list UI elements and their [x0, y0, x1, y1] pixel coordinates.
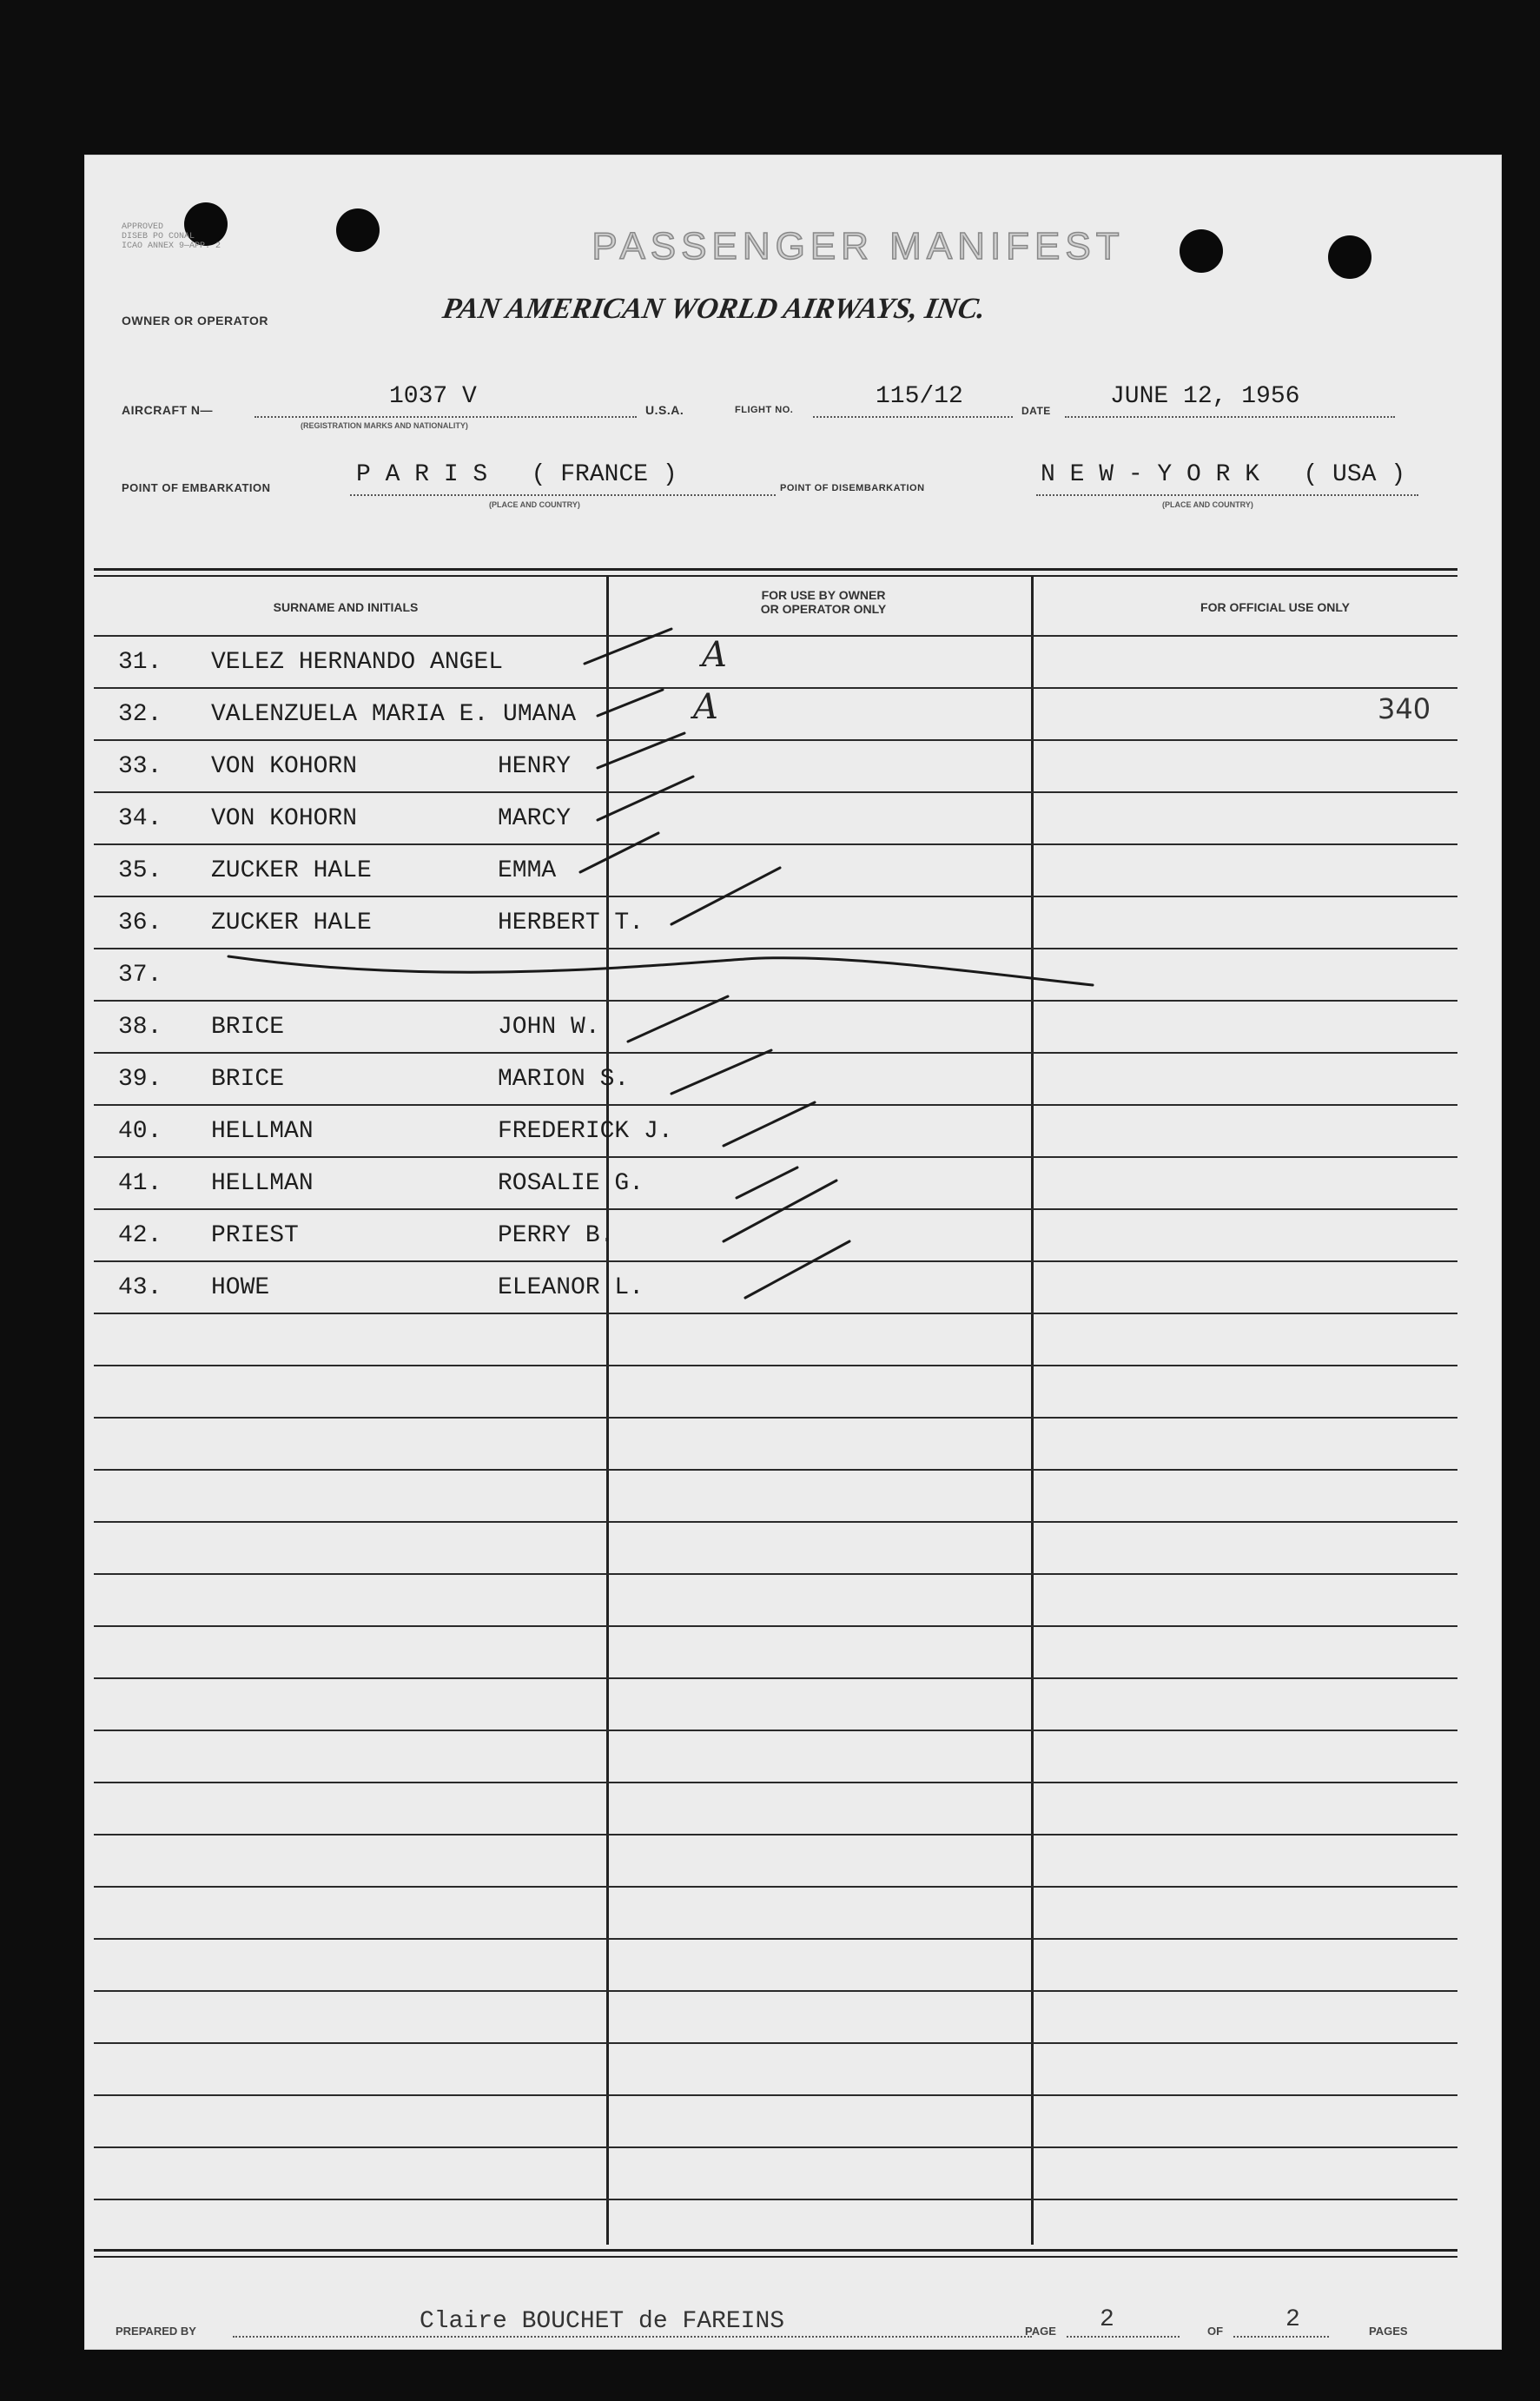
passenger-surname: BRICE — [211, 1014, 285, 1041]
passenger-given-name: MARION S. — [498, 1066, 630, 1093]
embark-value: P A R I S ( FRANCE ) — [356, 461, 677, 488]
row-number: 36. — [118, 909, 162, 936]
check-mark — [671, 1050, 771, 1094]
check-mark — [724, 1102, 815, 1146]
page-value: 2 — [1100, 2306, 1114, 2333]
passenger-surname: BRICE — [211, 1066, 285, 1093]
passenger-surname: VON KOHORN — [211, 753, 358, 780]
aircraft-sublabel: (REGISTRATION MARKS AND NATIONALITY) — [301, 421, 468, 430]
column-header-official: FOR OFFICIAL USE ONLY — [1200, 600, 1350, 614]
aircraft-value: 1037 V — [389, 383, 477, 410]
check-mark — [724, 1181, 836, 1241]
row-number: 42. — [118, 1222, 162, 1249]
flight-label: FLIGHT NO. — [735, 405, 794, 415]
date-value: JUNE 12, 1956 — [1110, 383, 1300, 410]
approval-line: DISEB PO CONAL — [122, 232, 195, 241]
passenger-given-name: FREDERICK J. — [498, 1118, 673, 1145]
check-mark — [628, 996, 728, 1042]
prepared-value: Claire BOUCHET de FAREINS — [420, 2308, 785, 2335]
passenger-surname: VELEZ HERNANDO ANGEL — [211, 649, 504, 676]
row-number: 31. — [118, 649, 162, 676]
disembark-label: POINT OF DISEMBARKATION — [780, 483, 925, 493]
approval-line: APPROVED — [122, 222, 164, 232]
owner-label: OWNER OR OPERATOR — [122, 314, 268, 327]
column-header-owner-line: OR OPERATOR ONLY — [760, 602, 887, 616]
disembark-sublabel: (PLACE AND COUNTRY) — [1162, 500, 1253, 509]
usa-label: U.S.A. — [645, 403, 684, 417]
passenger-surname: HELLMAN — [211, 1170, 314, 1197]
row-number: 43. — [118, 1274, 162, 1301]
operator-code: A — [693, 687, 718, 727]
check-mark — [598, 733, 684, 768]
disembark-value: N E W - Y O R K ( USA ) — [1041, 461, 1406, 488]
passenger-surname: HOWE — [211, 1274, 270, 1301]
passenger-given-name: JOHN W. — [498, 1014, 600, 1041]
date-label: DATE — [1021, 405, 1051, 417]
passenger-given-name: EMMA — [498, 857, 557, 884]
row-number: 41. — [118, 1170, 162, 1197]
aircraft-label: AIRCRAFT N— — [122, 403, 214, 417]
embark-label: POINT OF EMBARKATION — [122, 481, 271, 494]
handwritten-check-marks — [85, 155, 1501, 2349]
passenger-surname: PRIEST — [211, 1222, 299, 1249]
prepared-label: PREPARED BY — [116, 2325, 196, 2338]
strike-through-line — [228, 956, 1093, 985]
passenger-surname: HELLMAN — [211, 1118, 314, 1145]
row-number: 33. — [118, 753, 162, 780]
passenger-surname: VON KOHORN — [211, 805, 358, 832]
row-number: 35. — [118, 857, 162, 884]
row-number: 38. — [118, 1014, 162, 1041]
document-title: PASSENGER MANIFEST — [592, 225, 1125, 268]
check-mark — [598, 690, 663, 716]
row-number: 39. — [118, 1066, 162, 1093]
passenger-surname: ZUCKER HALE — [211, 909, 372, 936]
of-label: OF — [1207, 2325, 1224, 2338]
passenger-surname: VALENZUELA MARIA E. UMANA — [211, 701, 577, 728]
check-mark — [671, 868, 780, 924]
passenger-given-name: HENRY — [498, 753, 572, 780]
column-header-owner-line: FOR USE BY OWNER — [761, 588, 886, 602]
operator-code: A — [702, 635, 727, 675]
operator-name: PAN AMERICAN WORLD AIRWAYS, INC. — [440, 293, 988, 325]
official-use-value: 340 — [1378, 692, 1431, 725]
of-value: 2 — [1286, 2306, 1300, 2333]
check-mark — [598, 777, 693, 820]
passenger-given-name: PERRY B. — [498, 1222, 615, 1249]
column-header-surname: SURNAME AND INITIALS — [273, 600, 419, 614]
passenger-given-name: MARCY — [498, 805, 572, 832]
check-mark — [745, 1241, 849, 1298]
check-mark — [585, 629, 671, 664]
row-number: 32. — [118, 701, 162, 728]
approval-line: ICAO ANNEX 9—APP. 2 — [122, 241, 221, 251]
page-label: PAGE — [1025, 2325, 1056, 2338]
check-mark — [580, 833, 658, 872]
row-number: 37. — [118, 962, 162, 989]
pages-label: PAGES — [1369, 2325, 1408, 2338]
row-number: 34. — [118, 805, 162, 832]
passenger-given-name: ELEANOR L. — [498, 1274, 644, 1301]
passenger-given-name: ROSALIE G. — [498, 1170, 644, 1197]
flight-value: 115/12 — [876, 383, 963, 410]
passenger-given-name: HERBERT T. — [498, 909, 644, 936]
passenger-surname: ZUCKER HALE — [211, 857, 372, 884]
row-number: 40. — [118, 1118, 162, 1145]
embark-sublabel: (PLACE AND COUNTRY) — [489, 500, 580, 509]
manifest-sheet — [84, 155, 1502, 2350]
check-mark — [737, 1167, 797, 1198]
